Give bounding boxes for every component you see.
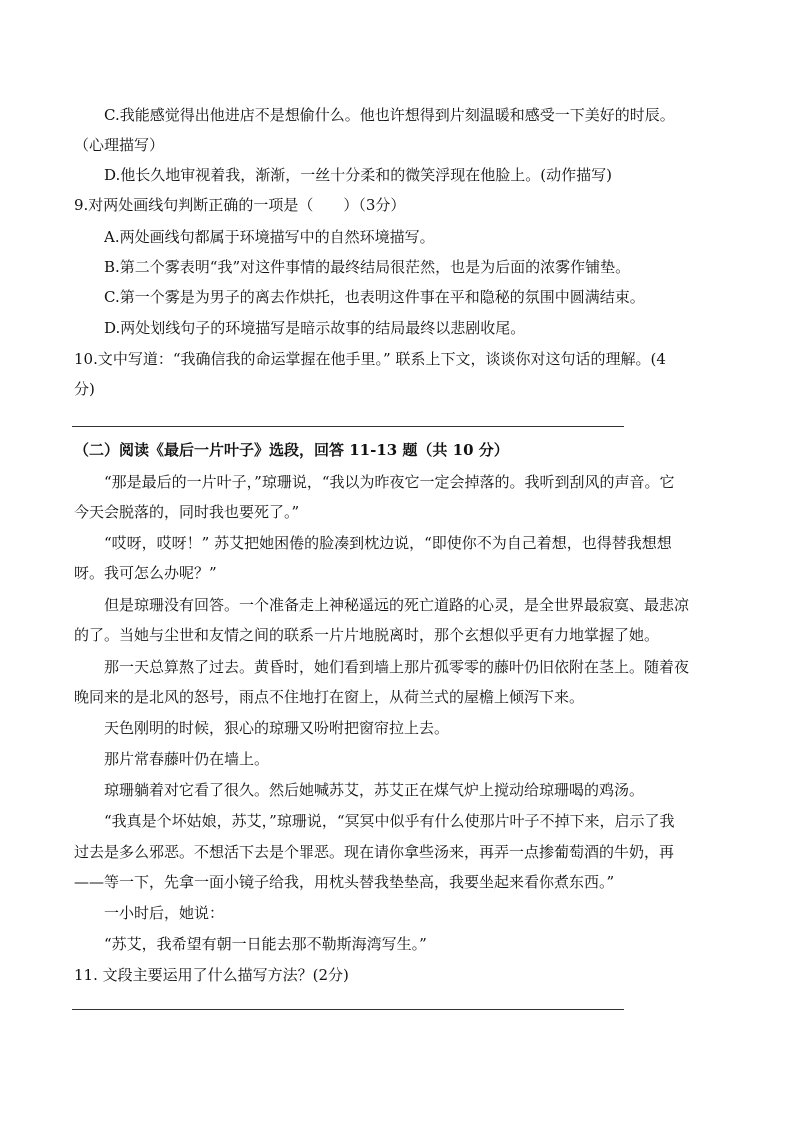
option-c-line: C.我能感觉得出他进店不是想偷什么。他也许想得到片刻温暖和感受一下美好的时辰。 [104,106,675,124]
passage-line: 晚同来的是北风的怒号，雨点不住地打在窗上，从荷兰式的屋檐上倾泻下来。 [74,688,585,706]
passage-line: “我真是个坏姑娘，苏艾，”琼珊说，“冥冥中似乎有什么使那片叶子不掉下来，启示了我 [104,812,675,830]
option-c-note: （心理描写） [74,136,165,154]
question-11: 11. 文段主要运用了什么描写方法？(2分) [74,966,349,984]
question-9: 9.对两处画线句判断正确的一项是（ ）（3分） [74,196,406,214]
passage-line: 天色刚明的时候，狠心的琼珊又吩咐把窗帘拉上去。 [104,719,450,737]
option-d-line: D.他长久地审视着我，渐渐，一丝十分柔和的微笑浮现在他脸上。(动作描写) [104,166,612,184]
passage-line: 琼珊躺着对它看了很久。然后她喊苏艾，苏艾正在煤气炉上搅动给琼珊喝的鸡汤。 [104,781,645,799]
passage-line: 一小时后，她说： [104,904,225,922]
passage-line: “那是最后的一片叶子，”琼珊说，“我以为昨夜它一定会掉落的。我听到刮风的声音。它 [104,473,675,491]
answer-line-q10 [72,426,624,427]
answer-line-q11 [72,1009,624,1010]
passage-line: “哎呀，哎呀！” 苏艾把她困倦的脸凑到枕边说，“即使你不为自己着想，也得替我想想 [104,534,672,552]
passage-line: 但是琼珊没有回答。一个准备走上神秘遥远的死亡道路的心灵，是全世界最寂寞、最悲凉 [104,596,690,614]
q9-option-b: B.第二个雾表明“我”对这件事情的最终结局很茫然，也是为后面的浓雾作铺垫。 [104,258,631,276]
question-10: 10.文中写道：“我确信我的命运掌握在他手里。” 联系上下文，谈谈你对这句话的理解。(4 [74,350,666,368]
passage-line: “苏艾，我希望有朝一日能去那不勒斯海湾写生。” [104,935,427,953]
passage-line: 呀。我可怎么办呢？” [74,564,217,582]
passage-line: 过去是多么邪恶。不想活下去是个罪恶。现在请你拿些汤来，再弄一点掺葡萄酒的牛奶，再 [74,843,675,861]
passage-line: 今天会脱落的，同时我也要死了。” [74,503,300,521]
passage-line: ——等一下，先拿一面小镜子给我，用枕头替我垫垫高，我要坐起来看你煮东西。” [74,873,615,891]
q9-option-d: D.两处划线句子的环境描写是暗示故事的结局最终以悲剧收尾。 [104,319,526,337]
passage-line: 那片常春藤叶仍在墙上。 [104,750,270,768]
question-10-cont: 分) [74,380,95,398]
q9-option-a: A.两处画线句都属于环境描写中的自然环境描写。 [104,228,435,246]
passage-line: 的了。当她与尘世和友情之间的联系一片片地脱离时，那个玄想似乎更有力地掌握了她。 [74,626,660,644]
passage-line: 那一天总算熬了过去。黄昏时，她们看到墙上那片孤零零的藤叶仍旧依附在茎上。随着夜 [104,658,690,676]
q9-option-c: C.第一个雾是为男子的离去作烘托，也表明这件事在平和隐秘的氛围中圆满结束。 [104,288,645,306]
section-heading: （二）阅读《最后一片叶子》选段，回答 11-13 题（共 10 分） [74,441,509,459]
